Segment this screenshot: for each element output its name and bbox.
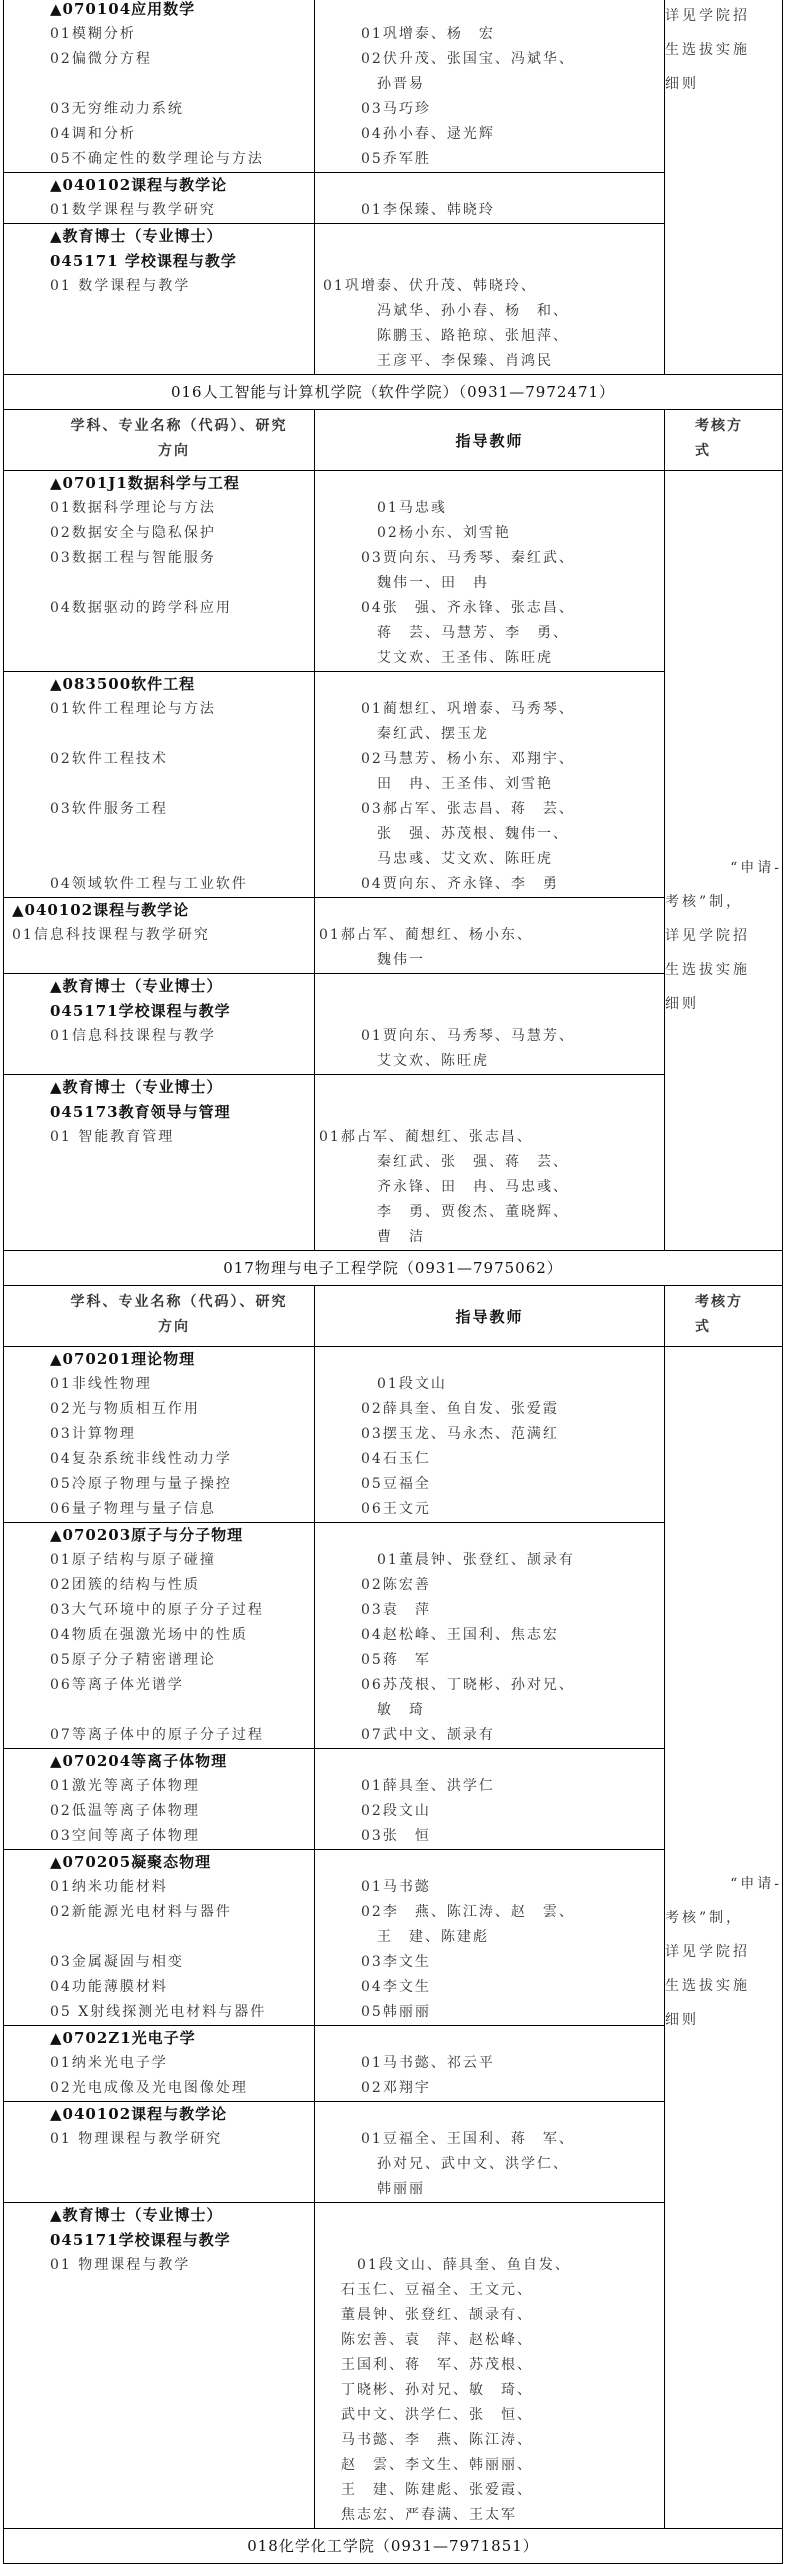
teacher-line: 05韩丽丽: [361, 2004, 431, 2020]
teacher-cell: [315, 224, 665, 375]
research-direction: 01数据科学理论与方法: [50, 500, 216, 516]
program-row: [4, 471, 783, 672]
program-row: [4, 1347, 783, 1523]
teacher-line: 02段文山: [361, 1803, 431, 1819]
program-title: ▲070201理论物理: [50, 1350, 196, 1368]
spacer: [315, 249, 664, 274]
research-direction: 01信息科技课程与教学: [50, 1028, 216, 1044]
teacher-line: 07武中文、颉录有: [361, 1727, 495, 1743]
program-cell: [4, 1850, 315, 2026]
column-header-row: [4, 1286, 783, 1347]
teacher-line: 张 强、苏茂根、魏伟一、: [361, 826, 569, 842]
teacher-line: 05乔军胜: [361, 151, 431, 167]
teacher-line: 王国利、蒋 军、苏茂根、: [341, 2357, 533, 2373]
teacher-line: 03马巧珍: [361, 101, 431, 117]
program-cell: [4, 2026, 315, 2102]
col-header-major-l1: 学科、专业名称（代码）、研究: [70, 418, 288, 434]
spacer: [315, 672, 664, 697]
teacher-line: 02薛具奎、鱼自发、张爱霞: [361, 1401, 559, 1417]
research-direction: 04领域软件工程与工业软件: [50, 876, 248, 892]
research-direction: 02新能源光电材料与器件: [50, 1904, 232, 1920]
program-title: ▲070104应用数学: [50, 0, 196, 18]
method-line-5: 细则: [665, 996, 699, 1012]
teacher-line: 马忠彧、艾文欢、陈旺虎: [361, 851, 553, 867]
research-direction: 01信息科技课程与教学研究: [12, 927, 210, 943]
method-line-4: 生选拔实施: [665, 1978, 750, 1994]
research-direction: [4, 72, 314, 97]
teacher-line: 02李 燕、陈江涛、赵 雲、: [361, 1904, 575, 1920]
teacher-cell: [315, 898, 665, 974]
teacher-line: 01马书懿: [361, 1879, 431, 1895]
program-cell: [4, 173, 315, 224]
research-direction: 03无穷维动力系统: [50, 101, 184, 117]
teacher-line: 齐永锋、田 冉、马忠彧、: [345, 1179, 569, 1195]
teacher-line: 04孙小春、逯光辉: [361, 126, 495, 142]
research-direction: 01原子结构与原子碰撞: [50, 1552, 216, 1568]
teacher-line: 李 勇、贾俊杰、董晓辉、: [345, 1204, 569, 1220]
research-direction: 04调和分析: [50, 126, 136, 142]
teacher-cell: [315, 1347, 665, 1523]
teacher-line: 田 冉、王圣伟、刘雪艳: [361, 776, 553, 792]
teacher-line: 05豆福全: [361, 1476, 431, 1492]
assessment-method-cell: [665, 0, 783, 375]
method-line-3: 详见学院招: [665, 928, 750, 944]
program-cell: [4, 224, 315, 375]
teacher-line: 01李保臻、韩晓玲: [361, 202, 495, 218]
research-direction: 06量子物理与量子信息: [50, 1501, 216, 1517]
research-direction: 01软件工程理论与方法: [50, 701, 216, 717]
teacher-line: 魏伟一: [345, 952, 425, 968]
teacher-line: 01段文山: [361, 1376, 447, 1392]
col-header-major-l2: 方向: [158, 443, 190, 459]
research-direction: 03空间等离子体物理: [50, 1828, 200, 1844]
col-header-method: [665, 410, 783, 471]
research-direction: 01非线性物理: [50, 1376, 152, 1392]
teacher-cell: [315, 1850, 665, 2026]
teacher-line: 曹 洁: [345, 1229, 425, 1245]
method-line-4: 生选拔实施: [665, 962, 750, 978]
program-title: ▲教育博士（专业博士）: [50, 1078, 223, 1096]
research-direction: 02软件工程技术: [50, 751, 168, 767]
program-cell: [4, 974, 315, 1075]
school-header-row: [4, 375, 783, 410]
research-direction: 05 X射线探测光电材料与器件: [50, 2004, 267, 2020]
research-direction: 01 物理课程与教学: [50, 2257, 191, 2273]
research-direction: 03软件服务工程: [50, 801, 168, 817]
teacher-line: 王彦平、李保臻、肖鸿民: [345, 353, 553, 369]
col-header-major: [4, 410, 315, 471]
spacer: [315, 0, 664, 22]
program-title-code: 045171学校课程与教学: [50, 1002, 231, 1020]
assessment-method-cell: [665, 471, 783, 1251]
program-cell: [4, 1749, 315, 1850]
teacher-line: 魏伟一、田 冉: [345, 575, 489, 591]
research-direction: [4, 722, 314, 747]
research-direction: 01 智能教育管理: [50, 1129, 175, 1145]
research-direction: 02团簇的结构与性质: [50, 1577, 200, 1593]
method-line-3: 详见学院招: [665, 1944, 750, 1960]
teacher-cell: [315, 2203, 665, 2529]
spacer: [315, 2228, 664, 2253]
research-direction: [4, 1925, 314, 1950]
program-title: ▲083500软件工程: [50, 675, 196, 693]
program-title: ▲040102课程与教学论: [50, 176, 228, 194]
research-direction: [4, 822, 314, 847]
teacher-line: 02陈宏善: [361, 1577, 431, 1593]
column-header-row: [4, 410, 783, 471]
program-title: ▲040102课程与教学论: [50, 2105, 228, 2123]
teacher-line: 05蒋 军: [361, 1652, 431, 1668]
program-title-code: 045171学校课程与教学: [50, 2231, 231, 2249]
program-title: ▲0701J1数据科学与工程: [50, 474, 240, 492]
program-title: ▲040102课程与教学论: [12, 901, 190, 919]
spacer: [315, 224, 664, 249]
school-header-row: [4, 1251, 783, 1286]
research-direction: [4, 847, 314, 872]
research-direction: 02偏微分方程: [50, 51, 152, 67]
teacher-line: 01郝占军、蔺想红、张志昌、: [319, 1129, 533, 1145]
research-direction: 01数学课程与教学研究: [50, 202, 216, 218]
research-direction: 01纳米功能材料: [50, 1879, 168, 1895]
teacher-line: 王 建、陈建彪: [361, 1929, 489, 1945]
teacher-cell: [315, 1075, 665, 1251]
school-name: 018化学化工学院（0931—7971851）: [4, 2529, 783, 2564]
research-direction: 01激光等离子体物理: [50, 1778, 200, 1794]
spacer: [315, 2102, 664, 2127]
teacher-line: 01郝占军、蔺想红、杨小东、: [319, 927, 533, 943]
method-line-5: 细则: [665, 2012, 699, 2028]
method-line-1: “申请-: [730, 1876, 782, 1892]
spacer: [315, 1749, 664, 1774]
teacher-line: 陈鹏玉、路艳琼、张旭萍、: [345, 328, 569, 344]
spacer: [315, 1523, 664, 1548]
teacher-cell: [315, 1523, 665, 1749]
spacer: [315, 2026, 664, 2051]
research-direction: 02数据安全与隐私保护: [50, 525, 216, 541]
program-title: ▲070205凝聚态物理: [50, 1853, 212, 1871]
teacher-cell: [315, 471, 665, 672]
program-cell: [4, 898, 315, 974]
research-direction: 01模糊分析: [50, 26, 136, 42]
research-direction: 03金属凝固与相变: [50, 1954, 184, 1970]
research-direction: [4, 1698, 314, 1723]
teacher-line: 焦志宏、严春满、王太军: [341, 2507, 517, 2523]
research-direction: 04数据驱动的跨学科应用: [50, 600, 232, 616]
program-title: ▲070204等离子体物理: [50, 1752, 228, 1770]
research-direction: 02低温等离子体物理: [50, 1803, 200, 1819]
research-direction: 01纳米光电子学: [50, 2055, 168, 2071]
research-direction: 01 数学课程与教学: [50, 278, 191, 294]
teacher-cell: [315, 1749, 665, 1850]
program-title: ▲教育博士（专业博士）: [50, 2206, 223, 2224]
program-title-code: 045173教育领导与管理: [50, 1103, 231, 1121]
teacher-cell: [315, 672, 665, 898]
teacher-line: 01薛具奎、洪学仁: [361, 1778, 495, 1794]
spacer: [315, 1850, 664, 1875]
teacher-cell: [315, 2026, 665, 2102]
program-cell: [4, 1075, 315, 1251]
program-cell: [4, 1347, 315, 1523]
research-direction: 05不确定性的数学理论与方法: [50, 151, 264, 167]
spacer: [315, 898, 664, 923]
assessment-method-cell: [665, 1347, 783, 2529]
program-cell: [4, 672, 315, 898]
teacher-line: 06王文元: [361, 1501, 431, 1517]
teacher-cell: [315, 0, 665, 173]
teacher-line: 石玉仁、豆福全、王文元、: [341, 2282, 533, 2298]
teacher-line: 01巩增泰、杨 宏: [361, 26, 495, 42]
teacher-line: 03郝占军、张志昌、蒋 芸、: [361, 801, 575, 817]
spacer: [315, 1347, 664, 1372]
teacher-line: 蒋 芸、马慧芳、李 勇、: [345, 625, 569, 641]
research-direction: 04物质在强激光场中的性质: [50, 1627, 248, 1643]
teacher-line: 韩丽丽: [361, 2181, 425, 2197]
teacher-line: 01马忠彧: [361, 500, 447, 516]
col-header-method: [665, 1286, 783, 1347]
method-line-4: 生选拔实施: [665, 42, 750, 58]
program-title: ▲教育博士（专业博士）: [50, 227, 223, 245]
program-row: [4, 0, 783, 173]
admission-table: [3, 0, 783, 2564]
research-direction: [4, 772, 314, 797]
research-direction: [4, 571, 314, 596]
teacher-line: 冯斌华、孙小春、杨 和、: [345, 303, 569, 319]
program-cell: [4, 0, 315, 173]
research-direction: 03计算物理: [50, 1426, 136, 1442]
col-header-method-l1: 考核方: [695, 418, 743, 434]
program-title: ▲0702Z1光电子学: [50, 2029, 196, 2047]
teacher-line: 03张 恒: [361, 1828, 431, 1844]
spacer: [315, 173, 664, 198]
teacher-line: 敏 琦: [345, 1702, 425, 1718]
teacher-line: 04张 强、齐永锋、张志昌、: [361, 600, 575, 616]
col-header-teacher: 指导教师: [315, 410, 665, 471]
teacher-cell: [315, 2102, 665, 2203]
program-cell: [4, 2102, 315, 2203]
spacer: [315, 1100, 664, 1125]
teacher-line: 04李文生: [361, 1979, 431, 1995]
school-name: 017物理与电子工程学院（0931—7975062）: [4, 1251, 783, 1286]
teacher-line: 艾文欢、王圣伟、陈旺虎: [345, 650, 553, 666]
teacher-line: 03摆玉龙、马永杰、范满红: [361, 1426, 559, 1442]
teacher-line: 01巩增泰、伏升茂、韩晓玲、: [323, 278, 537, 294]
research-direction: 03大气环境中的原子分子过程: [50, 1602, 264, 1618]
spacer: [315, 974, 664, 999]
spacer: [315, 2203, 664, 2228]
program-title: ▲070203原子与分子物理: [50, 1526, 244, 1544]
teacher-line: 王 建、陈建彪、张爱霞、: [341, 2482, 533, 2498]
teacher-line: 马书懿、李 燕、陈江涛、: [341, 2432, 533, 2448]
teacher-line: 艾文欢、陈旺虎: [361, 1053, 489, 1069]
teacher-line: 01贾向东、马秀琴、马慧芳、: [361, 1028, 575, 1044]
teacher-line: 孙对兄、武中文、洪学仁、: [361, 2156, 569, 2172]
research-direction: 05冷原子物理与量子操控: [50, 1476, 232, 1492]
teacher-line: 03李文生: [361, 1954, 431, 1970]
teacher-line: 04赵松峰、王国利、焦志宏: [361, 1627, 559, 1643]
teacher-line: 04贾向东、齐永锋、李 勇: [361, 876, 559, 892]
research-direction: 01 物理课程与教学研究: [50, 2131, 223, 2147]
teacher-cell: [315, 974, 665, 1075]
teacher-line: 02马慧芳、杨小东、邓翔宇、: [361, 751, 575, 767]
teacher-line: 02伏升茂、张国宝、冯斌华、: [361, 51, 575, 67]
school-header-row: [4, 2529, 783, 2564]
research-direction: 07等离子体中的原子分子过程: [50, 1727, 264, 1743]
method-line-2: 考核”制，: [665, 894, 744, 910]
col-header-method-l2: 式: [695, 443, 711, 459]
teacher-line: 03袁 萍: [361, 1602, 431, 1618]
program-cell: [4, 2203, 315, 2529]
teacher-line: 01马书懿、祁云平: [361, 2055, 495, 2071]
teacher-line: 01蔺想红、巩增泰、马秀琴、: [361, 701, 575, 717]
teacher-line: 董晨钟、张登红、颉录有、: [341, 2307, 533, 2323]
research-direction: 04复杂系统非线性动力学: [50, 1451, 232, 1467]
col-header-major: [4, 1286, 315, 1347]
research-direction: 02光电成像及光电图像处理: [50, 2080, 248, 2096]
col-header-method-l2: 式: [695, 1319, 711, 1335]
teacher-line: 01段文山、薛具奎、鱼自发、: [341, 2257, 571, 2273]
spacer: [315, 999, 664, 1024]
method-line-2: 考核”制，: [665, 1910, 744, 1926]
research-direction: 02光与物质相互作用: [50, 1401, 200, 1417]
spacer: [315, 1075, 664, 1100]
method-line-3: 详见学院招: [665, 8, 750, 24]
teacher-line: 01董晨钟、张登红、颉录有: [361, 1552, 575, 1568]
teacher-cell: [315, 173, 665, 224]
teacher-line: 陈宏善、袁 萍、赵松峰、: [341, 2332, 533, 2348]
program-cell: [4, 471, 315, 672]
research-direction: 06等离子体光谱学: [50, 1677, 184, 1693]
teacher-line: 04石玉仁: [361, 1451, 431, 1467]
research-direction: 03数据工程与智能服务: [50, 550, 216, 566]
teacher-line: 赵 雲、李文生、韩丽丽、: [341, 2457, 533, 2473]
program-title: ▲教育博士（专业博士）: [50, 977, 223, 995]
research-direction: 05原子分子精密谱理论: [50, 1652, 216, 1668]
teacher-line: 03贾向东、马秀琴、秦红武、: [361, 550, 575, 566]
col-header-major-l1: 学科、专业名称（代码）、研究: [70, 1294, 288, 1310]
teacher-line: 武中文、洪学仁、张 恒、: [341, 2407, 533, 2423]
research-direction: 04功能薄膜材料: [50, 1979, 168, 1995]
spacer: [315, 471, 664, 496]
teacher-line: 01豆福全、王国利、蒋 军、: [361, 2131, 575, 2147]
method-line-1: “申请-: [730, 860, 782, 876]
school-name: 016人工智能与计算机学院（软件学院）（0931—7972471）: [4, 375, 783, 410]
teacher-line: 06苏茂根、丁晓彬、孙对兄、: [361, 1677, 575, 1693]
teacher-line: 秦红武、摆玉龙: [361, 726, 489, 742]
teacher-line: 孙晋易: [361, 76, 425, 92]
col-header-major-l2: 方向: [158, 1319, 190, 1335]
teacher-line: 02邓翔宇: [361, 2080, 431, 2096]
teacher-line: 秦红武、张 强、蒋 芸、: [345, 1154, 569, 1170]
teacher-line: 丁晓彬、孙对兄、敏 琦、: [341, 2382, 533, 2398]
program-title-code: 045171 学校课程与教学: [50, 252, 237, 270]
col-header-method-l1: 考核方: [695, 1294, 743, 1310]
method-line-5: 细则: [665, 76, 699, 92]
col-header-teacher: 指导教师: [315, 1286, 665, 1347]
program-cell: [4, 1523, 315, 1749]
teacher-line: 02杨小东、刘雪艳: [361, 525, 511, 541]
